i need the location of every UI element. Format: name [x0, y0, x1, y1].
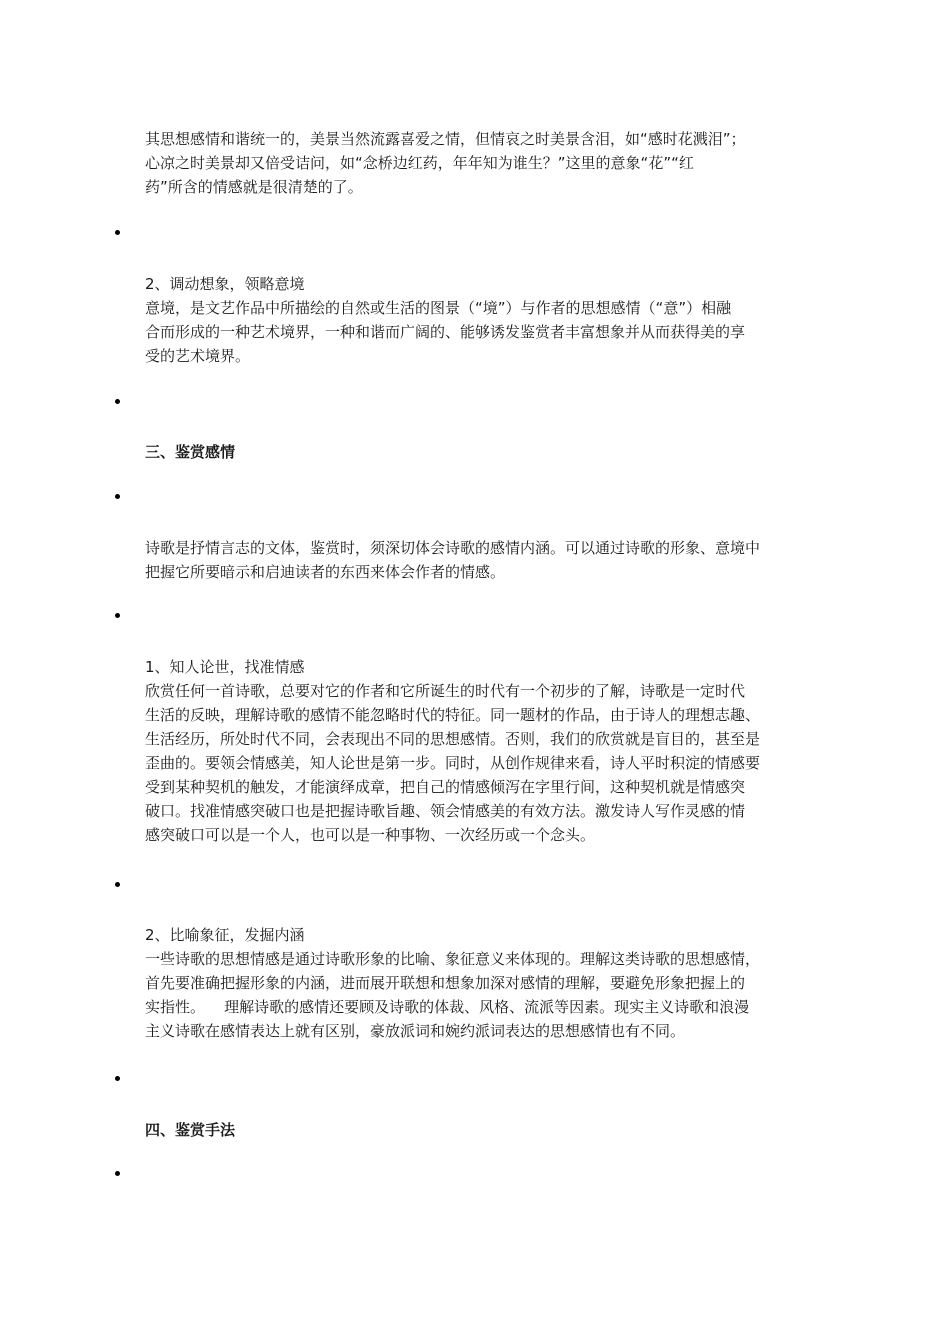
bullet-icon — [114, 398, 122, 406]
text-line: 受的艺术境界。 — [145, 347, 251, 365]
heading-text: 四、鉴赏手法 — [145, 1121, 236, 1139]
text-line: 歪曲的。要领会情感美，知人论世是第一步。同时，从创作规律来看，诗人平时积淀的情感要 — [145, 754, 761, 772]
bullet-icon — [114, 229, 122, 237]
text-line: 受到某种契机的触发，才能演绎成章，把自己的情感倾泻在字里行间，这种契机就是情感突 — [145, 778, 746, 796]
subsection-metaphor — [145, 923, 815, 1043]
text-line: 首先要准确把握形象的内涵，进而展开联想和想象加深对感情的理解，要避免形象把握上的 — [145, 974, 746, 992]
section-heading-technique — [145, 1118, 815, 1142]
text-line: 药”所含的情感就是很清楚的了。 — [145, 178, 363, 196]
text-line: 心凉之时美景却又倍受诘问，如“念桥边红药，年年知为谁生？”这里的意象“花”“红 — [145, 154, 694, 172]
text-line: 实指性。 理解诗歌的感情还要顾及诗歌的体裁、风格、流派等因素。现实主义诗歌和浪漫 — [145, 998, 750, 1016]
bullet-icon — [114, 612, 122, 620]
text-line: 意境，是文艺作品中所描绘的自然或生活的图景（“境”）与作者的思想感情（“意”）相融 — [145, 299, 732, 317]
text-line: 其思想感情和谐统一的，美景当然流露喜爱之情，但情哀之时美景含泪，如“感时花溅泪”； — [145, 130, 746, 148]
text-line: 欣赏任何一首诗歌，总要对它的作者和它所诞生的时代有一个初步的了解，诗歌是一定时代 — [145, 682, 746, 700]
text-line: 生活的反映，理解诗歌的感情不能忽略时代的特征。同一题材的作品，由于诗人的理想志趣、 — [145, 706, 761, 724]
subsection-context — [145, 655, 815, 847]
text-line: 破口。找准情感突破口也是把握诗歌旨趣、领会情感美的有效方法。激发诗人写作灵感的情 — [145, 802, 746, 820]
subsection-imagination — [145, 272, 815, 368]
bullet-icon — [114, 881, 122, 889]
text-line: 主义诗歌在感情表达上就有区别，豪放派词和婉约派词表达的思想感情也有不同。 — [145, 1022, 686, 1040]
section-heading-emotion — [145, 440, 815, 464]
subsection-title: 2、比喻象征，发掘内涵 — [145, 926, 305, 944]
heading-text: 三、鉴赏感情 — [145, 443, 236, 461]
text-line: 诗歌是抒情言志的文体，鉴赏时，须深切体会诗歌的感情内涵。可以通过诗歌的形象、意境中 — [145, 539, 761, 557]
text-line: 一些诗歌的思想情感是通过诗歌形象的比喻、象征意义来体现的。理解这类诗歌的思想感情， — [145, 950, 761, 968]
text-line: 感突破口可以是一个人，也可以是一种事物、一次经历或一个念头。 — [145, 826, 596, 844]
bullet-icon — [114, 1170, 122, 1178]
paragraph-imagery-emotion — [145, 127, 815, 199]
bullet-icon — [114, 493, 122, 501]
subsection-title: 2、调动想象，领略意境 — [145, 275, 305, 293]
text-line: 把握它所要暗示和启迪读者的东西来体会作者的情感。 — [145, 563, 506, 581]
bullet-icon — [114, 1075, 122, 1083]
text-line: 合而形成的一种艺术境界，一种和谐而广阔的、能够诱发鉴赏者丰富想象并从而获得美的享 — [145, 323, 746, 341]
text-line: 生活经历，所处时代不同，会表现出不同的思想感情。否则，我们的欣赏就是盲目的，甚至是 — [145, 730, 761, 748]
paragraph-emotion-intro — [145, 536, 815, 584]
subsection-title: 1、知人论世，找准情感 — [145, 658, 305, 676]
